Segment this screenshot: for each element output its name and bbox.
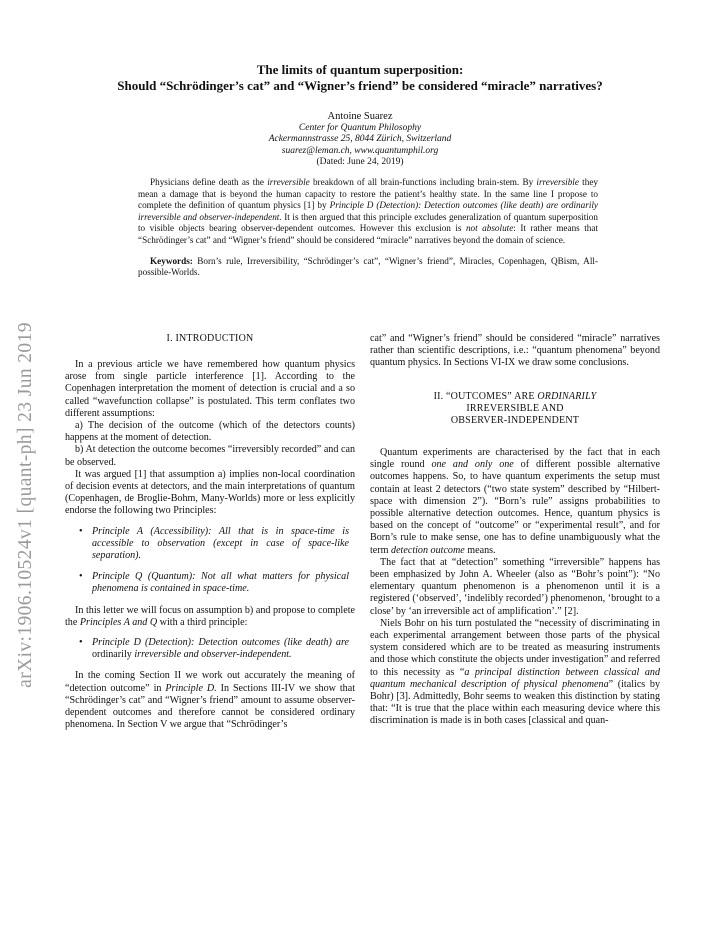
- principle-d: • Principle D (Detection): Detection outcomes (like death) are ordinarily irreversible and observer-independent.: [65, 637, 355, 661]
- principle-d-list: [65, 637, 355, 661]
- principle-a: • Principle A (Accessibility): All that is in space-time is accessible to observation (except in case of space-like separation).: [65, 526, 355, 563]
- principles-list: [65, 526, 355, 596]
- author-name: Antoine Suarez: [327, 111, 393, 122]
- paragraph: In a previous article we have remembered how quantum physics arose from single particle interference [1]. According to the Copenhagen interpretation the moment of detection is crucial and a so called “wavefunction collapse” is postulated. This term conflates two different assumptions:: [65, 359, 355, 419]
- arxiv-sidebar: [6, 270, 46, 740]
- paragraph: In the coming Section II we work out accurately the meaning of “detection outcome” in Principle D. In Sections III-IV we show that “Schrödinger’s cat” and “Wigner’s friend” amount to assume observer-dependent outcomes and therefore cannot be considered ordinary phenomena. In Section V we argue that “Schrödinger’s: [65, 670, 355, 731]
- paragraph: In this letter we will focus on assumption b) and propose to complete the Principles A and Q with a third principle:: [65, 604, 355, 628]
- arxiv-identifier: arXiv:1906.10524v1 [quant-ph] 23 Jun 2019: [15, 322, 37, 688]
- keywords: Keywords: Born’s rule, Irreversibility, “Schrödinger’s cat”, “Wigner’s friend”, Miracles, Copenhagen, QBism, All-possible-Worlds.: [138, 255, 598, 278]
- address: Ackermannstrasse 25, 8044 Zürich, Switzerland: [268, 134, 452, 144]
- title-line-1: The limits of quantum superposition:: [256, 62, 464, 77]
- left-column: [65, 333, 355, 731]
- title-line-2: Should “Schrödinger’s cat” and “Wigner’s friend” be considered “miracle” narratives?: [117, 78, 603, 93]
- paragraph: It was argued [1] that assumption a) implies non-local coordination of decision events at detectors, and the main interpretations of quantum (Copenhagen, de Broglie-Bohm, Many-Worlds) more or less explicitly endorse the following two Principles:: [65, 468, 355, 517]
- section-heading-introduction: I. INTRODUCTION: [166, 333, 254, 344]
- paragraph: The fact that at “detection” something “irreversible” happens has been emphasized by John A. Wheeler (also as “Bohr’s point”): “No elementary quantum phenomenon is a phenomenon until it is a registered (‘observed’, ‘indelibly recorded’) phenomenon, ‘brought to a close’ by ‘an irreversible act of amplification’.” [2].: [370, 556, 660, 617]
- author-block: [60, 111, 660, 169]
- paragraph: Niels Bohr on his turn postulated the “necessity of discriminating in each experimental arrangement between those parts of the physical system considered which are to be treated as measuring instruments and those which constitute the objects under investigation” and referred to this necessity as “a principal distinction between classical and quantum mechanical description of physical phenomena” (italics by Bohr) [3]. Admittedly, Bohr seems to weaken this distinction by stating that: “It is true that the place within each measuring device where this discrimination is made is in both cases [classical and quan-: [370, 617, 660, 727]
- affiliation: Center for Quantum Philosophy: [298, 122, 422, 133]
- email: suarez@leman.ch, www.quantumphil.org: [281, 145, 439, 156]
- right-column: [370, 333, 660, 728]
- paragraph: Quantum experiments are characterised by the fact that in each single round one and only one of different possible alternative outcomes happens. So, to have quantum experiments the setup must contain at least 2 detectors (“two state system” described by “Hilbert-space with dimension 2”). “Born’s rule” assigns probabilities to possible alternative detection outcomes. Hence, quantum physics is based on the concept of “outcome” or “experimental result”, and for Born’s rule to make sense, one has to define unambiguously what the term detection outcome means.: [370, 447, 660, 556]
- paragraph: b) At detection the outcome becomes “irreversibly recorded” and can be observed.: [65, 444, 355, 468]
- section-heading-outcomes: II. “OUTCOMES” ARE ORDINARILY IRREVERSIBLE AND OBSERVER-INDEPENDENT: [433, 391, 597, 426]
- abstract-paragraph: Physicians define death as the irreversible breakdown of all brain-functions including brain-stem. By irreversible they mean a damage that is beyond the human capacity to restore the patient’s healthy state. In the same line I propose to complete the definition of quantum physics [1] by Principle D (Detection): Detection outcomes (like death) are ordinarily irreversible and observer-independent. It is then argued that this principle excludes generalization of quantum superposition to visible objects bearing observer-dependent outcomes. However this exclusion is not absolute: It rather means that “Schrödinger’s cat” and “Wigner’s friend” should be considered “miracle” narratives beyond the domain of science.: [138, 177, 599, 245]
- paper-title: [60, 62, 660, 94]
- paragraph: a) The decision of the outcome (which of the detectors counts) happens at the moment of detection.: [65, 420, 355, 444]
- abstract: [138, 177, 598, 279]
- principle-q: • Principle Q (Quantum): Not all what matters for physical phenomena is contained in space-time.: [65, 571, 355, 595]
- dated: (Dated: June 24, 2019): [316, 157, 404, 167]
- paragraph-continued: cat” and “Wigner’s friend” should be considered “miracle” narratives rather than scientific descriptions, i.e.: “quantum phenomena” beyond quantum physics. In Sections VI-IX we draw some conclusions.: [370, 333, 660, 369]
